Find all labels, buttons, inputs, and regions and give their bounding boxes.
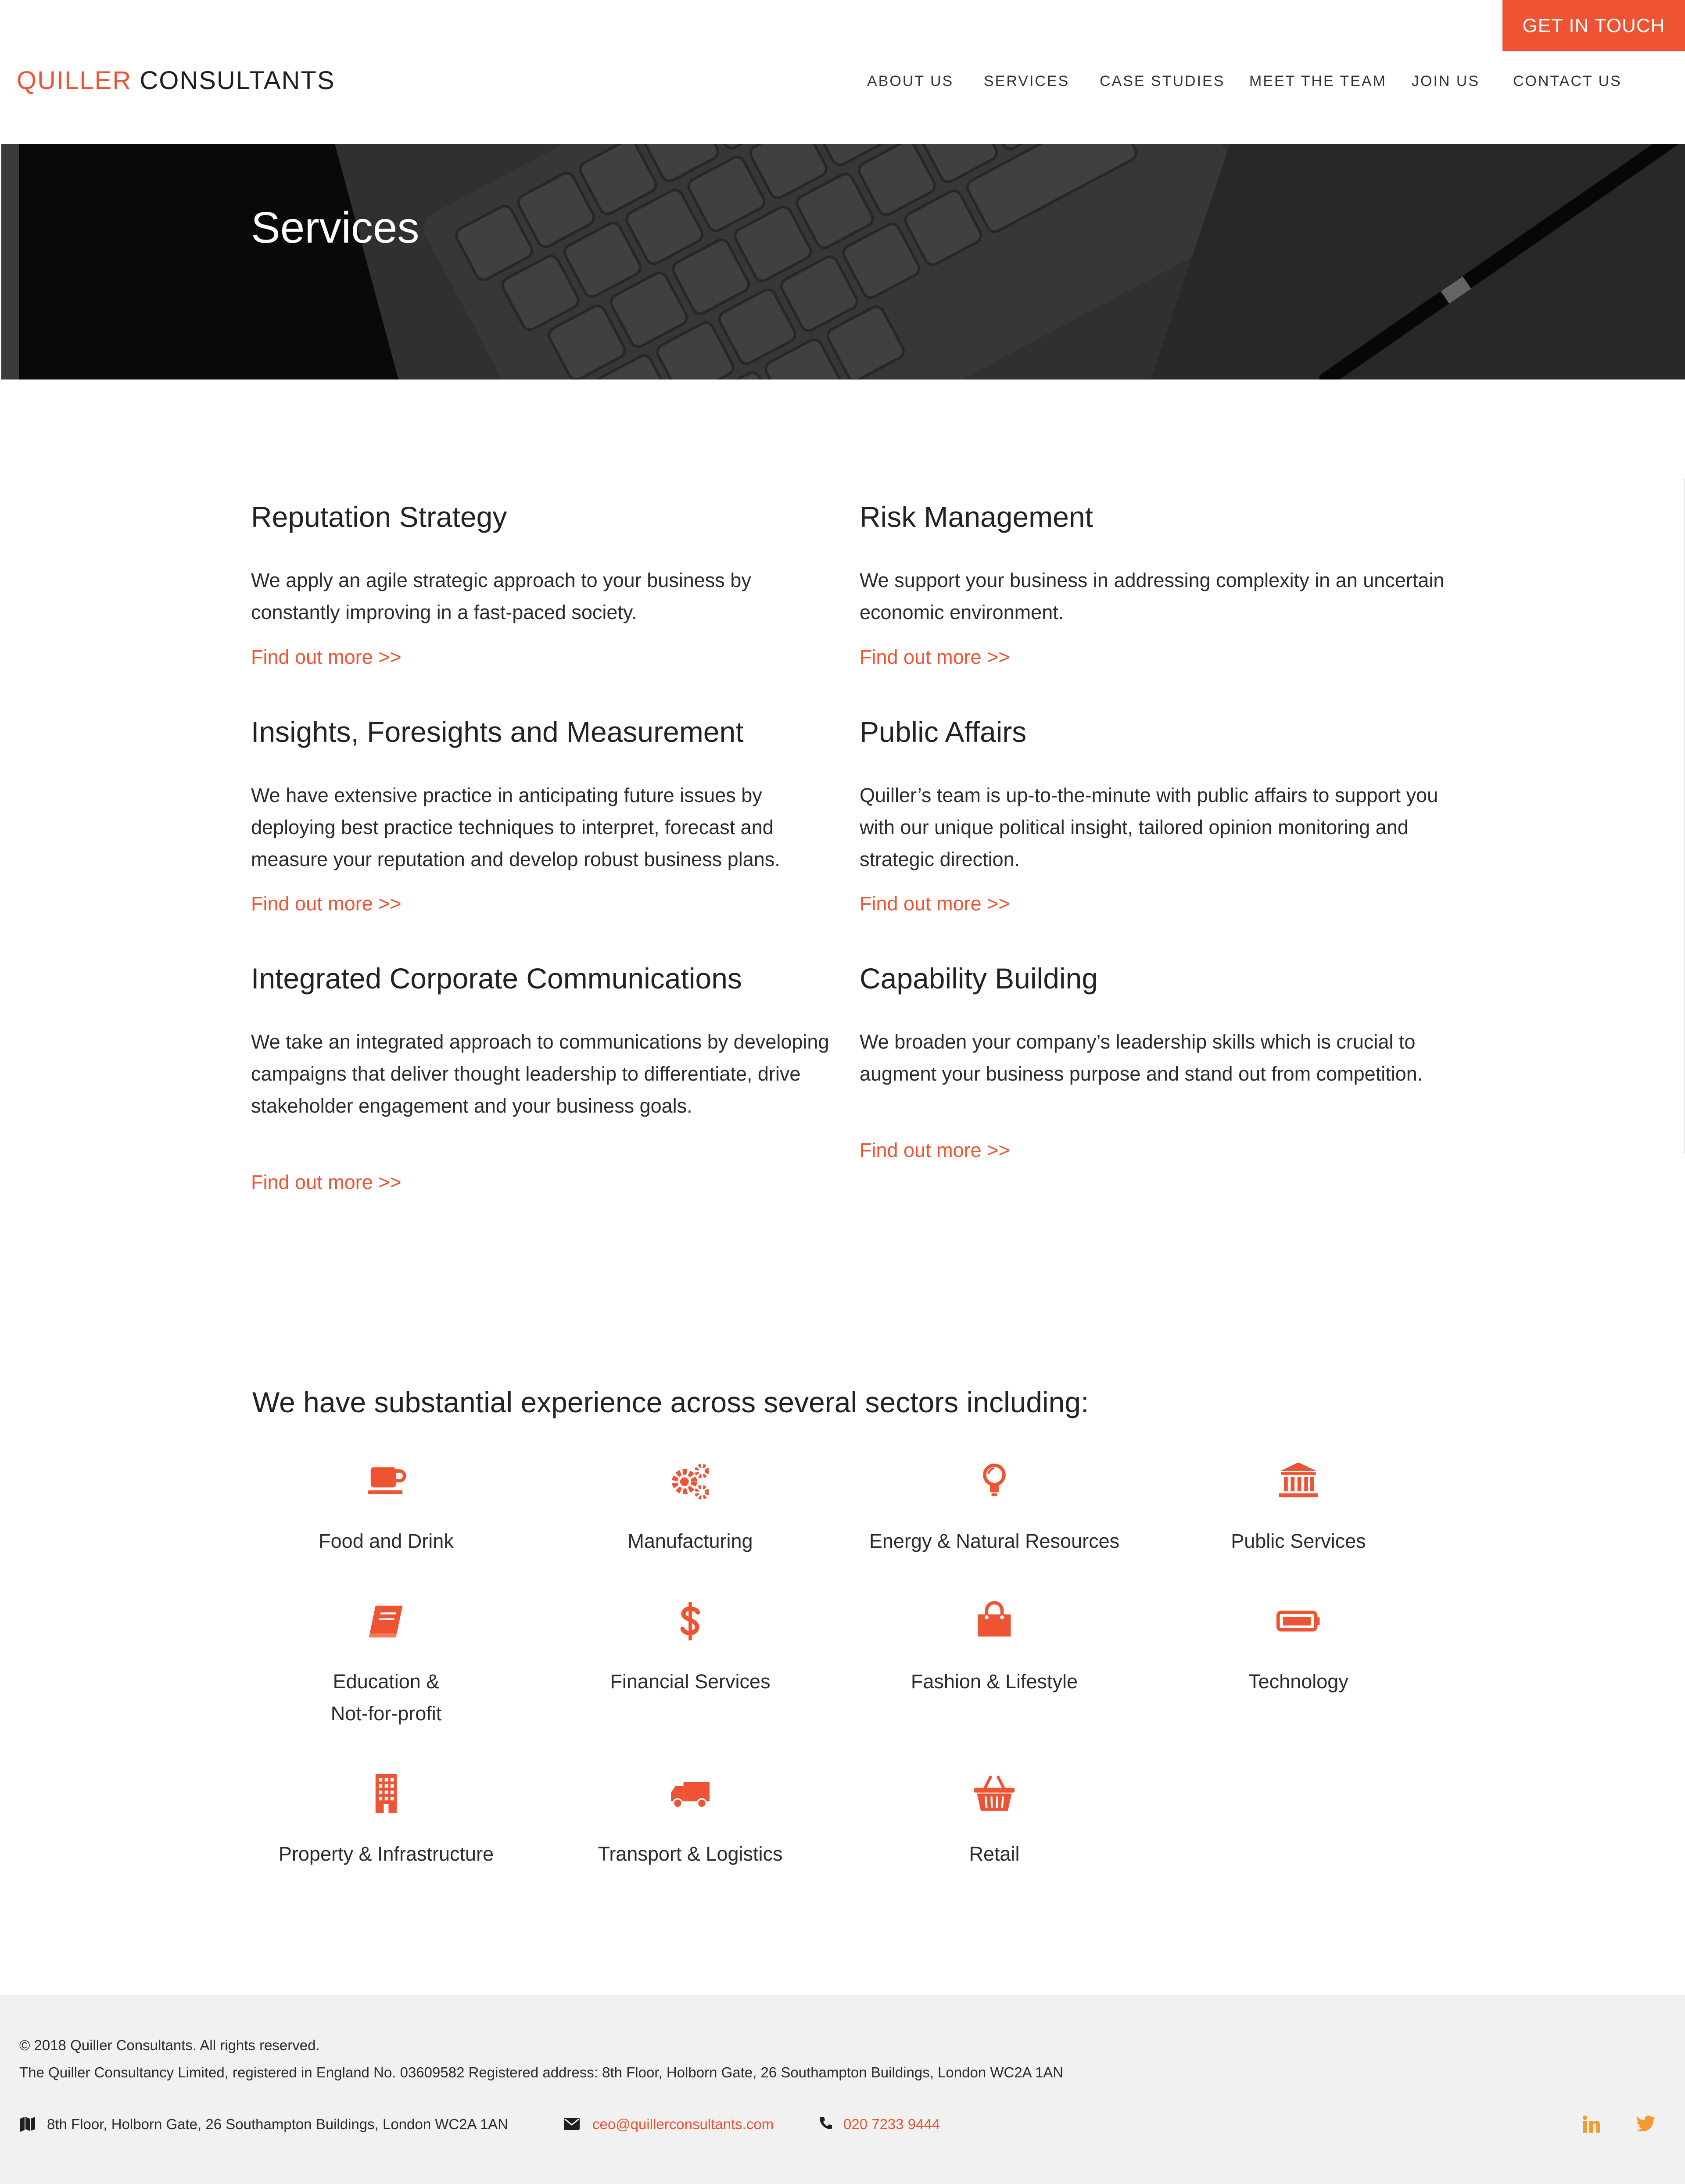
envelope-icon — [564, 2118, 580, 2130]
sector-label: Manufacturing — [627, 1530, 753, 1552]
sector-label-line-1: Education & — [333, 1670, 440, 1693]
coffee-cup-icon — [362, 1457, 410, 1505]
service-desc-reputation-strategy: We apply an agile strategic approach to your business by constantly improving in a fast-paced society. — [251, 569, 751, 623]
sector-label: Public Services — [1231, 1530, 1366, 1552]
nav-about-us[interactable]: ABOUT US — [867, 73, 954, 90]
book-icon — [362, 1597, 410, 1645]
footer-email-link[interactable]: ceo@quillerconsultants.com — [592, 2116, 774, 2132]
service-title-integrated-communications: Integrated Corporate Communications — [251, 962, 742, 995]
logo-part-quiller: QUILLER — [17, 66, 132, 95]
footer-phone-link[interactable]: 020 7233 9444 — [843, 2116, 940, 2132]
sector-label: Retail — [969, 1843, 1020, 1865]
dollar-icon — [666, 1597, 714, 1645]
sectors-heading: We have substantial experience across several sectors including: — [252, 1386, 1089, 1418]
sector-label: Property & Infrastructure — [278, 1843, 494, 1865]
find-out-more-link-risk-management[interactable]: Find out more >> — [860, 646, 1010, 668]
map-icon — [19, 2116, 36, 2132]
service-title-capability-building: Capability Building — [860, 962, 1098, 995]
logo[interactable] — [17, 66, 335, 95]
shopping-bag-icon — [970, 1597, 1018, 1645]
gears-icon — [666, 1457, 714, 1505]
find-out-more-link-insights[interactable]: Find out more >> — [251, 892, 402, 915]
footer — [0, 1995, 1685, 2184]
sector-retail — [843, 1769, 1146, 1870]
hero-background-image — [1, 144, 1685, 380]
sector-manufacturing — [539, 1457, 842, 1557]
nav-case-studies[interactable]: CASE STUDIES — [1100, 73, 1225, 90]
nav-contact-us[interactable]: CONTACT US — [1513, 73, 1622, 90]
service-desc-integrated-communications: We take an integrated approach to communications by developing campaigns that deliver thought leadership to differentiate, drive stakeholder engagement and your business goals. — [251, 1031, 829, 1117]
service-desc-public-affairs: Quiller’s team is up-to-the-minute with public affairs to support you with our unique political insight, tailored opinion monitoring and strategic direction. — [860, 784, 1438, 870]
bank-building-icon — [1274, 1457, 1323, 1505]
sector-label: Fashion & Lifestyle — [911, 1670, 1078, 1693]
service-desc-risk-management: We support your business in addressing complexity in an uncertain economic environment. — [860, 569, 1445, 623]
battery-icon — [1274, 1597, 1323, 1645]
sector-fashion — [843, 1597, 1146, 1697]
sector-technology — [1147, 1597, 1450, 1697]
sector-transport — [539, 1769, 842, 1870]
sector-property — [235, 1769, 538, 1870]
find-out-more-link-integrated-communications[interactable]: Find out more >> — [251, 1171, 402, 1193]
sector-energy — [843, 1457, 1146, 1557]
sector-label-line-2: Not-for-profit — [330, 1702, 442, 1725]
linkedin-icon[interactable] — [1582, 2115, 1601, 2134]
service-title-reputation-strategy: Reputation Strategy — [251, 501, 507, 533]
nav-services[interactable]: SERVICES — [984, 73, 1070, 90]
footer-registration: The Quiller Consultancy Limited, registered in England No. 03609582 Registered address: 8th Floor, Holborn Gate, 26 Southampton Buildings, London WC2A 1AN — [19, 2064, 1064, 2080]
sector-label: Food and Drink — [319, 1530, 454, 1552]
sector-label: Financial Services — [610, 1670, 771, 1693]
logo-part-consultants: CONSULTANTS — [140, 66, 335, 95]
sector-label: Energy & Natural Resources — [869, 1530, 1120, 1552]
footer-copyright: © 2018 Quiller Consultants. All rights reserved. — [19, 2037, 320, 2053]
service-title-risk-management: Risk Management — [860, 501, 1093, 533]
find-out-more-link-capability-building[interactable]: Find out more >> — [860, 1139, 1010, 1161]
nav-join-us[interactable]: JOIN US — [1412, 73, 1480, 90]
twitter-icon[interactable] — [1637, 2115, 1656, 2132]
sector-label: Technology — [1248, 1670, 1348, 1693]
phone-icon — [819, 2116, 833, 2130]
service-desc-capability-building: We broaden your company’s leadership skills which is crucial to augment your business purpose and stand out from competition. — [860, 1031, 1423, 1085]
sector-public-services — [1147, 1457, 1450, 1557]
sector-financial-services — [539, 1597, 842, 1697]
sector-food-and-drink — [235, 1457, 538, 1557]
lightbulb-icon — [970, 1457, 1018, 1505]
office-building-icon — [362, 1769, 410, 1818]
sector-label: Transport & Logistics — [598, 1843, 783, 1865]
page-title: Services — [251, 203, 419, 252]
find-out-more-link-public-affairs[interactable]: Find out more >> — [860, 892, 1010, 915]
hero-banner — [1, 144, 1685, 380]
find-out-more-link-reputation-strategy[interactable]: Find out more >> — [251, 646, 402, 668]
service-title-insights: Insights, Foresights and Measurement — [251, 716, 744, 748]
sector-education — [235, 1597, 538, 1729]
service-desc-insights: We have extensive practice in anticipating future issues by deploying best practice techniques to interpret, forecast and measure your reputation and develop robust business plans. — [251, 784, 780, 870]
footer-address: 8th Floor, Holborn Gate, 26 Southampton Buildings, London WC2A 1AN — [47, 2116, 509, 2132]
sector-label — [235, 1665, 538, 1729]
service-title-public-affairs: Public Affairs — [860, 716, 1027, 748]
shopping-basket-icon — [970, 1769, 1018, 1818]
nav-meet-the-team[interactable]: MEET THE TEAM — [1249, 73, 1387, 90]
truck-icon — [666, 1769, 714, 1818]
get-in-touch-button[interactable]: GET IN TOUCH — [1502, 0, 1685, 51]
